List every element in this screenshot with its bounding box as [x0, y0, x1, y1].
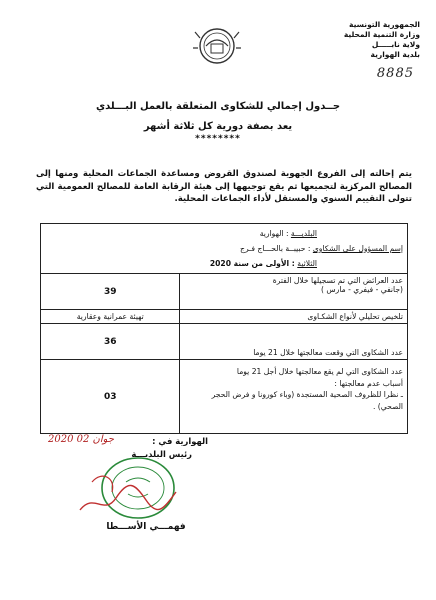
republic-seal-icon — [192, 26, 242, 66]
issuer-header — [310, 20, 420, 60]
mayor-label: رئيس البلديـــة — [131, 449, 192, 459]
header-line-ministry: وزارة التنمية المحلية — [343, 30, 420, 39]
info-cell — [41, 224, 408, 274]
quarter-value: : الأولى من سنة 2020 — [209, 259, 295, 268]
row-label — [180, 360, 408, 434]
row-value: 36 — [41, 324, 180, 360]
intro-paragraph: يتم إحالته إلى الفروع الجهوية لصندوق القروض ومساعدة الجماعات المحلية ومنها إلى المصالح المركزية لتجميعها ثم يقع توجيهها إلى هيئة الرقابة العامة للمصالح العمومية التي تتولى التقييم السنوي والمستقل لأداء الجماعات المحلية. — [36, 169, 412, 204]
title-line-2: يعد بصفة دورية كل ثلاثة أشهر — [143, 121, 293, 132]
table-row — [41, 274, 408, 310]
place-label: الهوارية في : — [152, 436, 208, 446]
complaints-table — [40, 223, 408, 434]
row-label-line: عدد الشكاوى التي لم يقع معالجتها خلال أجل 21 يوما — [236, 367, 403, 376]
info-row — [41, 224, 408, 274]
row-value: 03 — [41, 360, 180, 434]
row-label — [180, 274, 408, 310]
official-stamp-icon — [72, 452, 182, 524]
row-label-line: ـ نظرا للظروف الصحية المستجدة (وباء كورونا و فرض الحجر الصحي) . — [211, 390, 403, 411]
quarter-label: الثلاثية — [297, 259, 317, 268]
reference-number: 8885 — [376, 66, 414, 81]
handwritten-date: 2020 جوان 02 — [48, 434, 115, 445]
table-row — [41, 310, 408, 324]
row-label-line: أسباب عدم معالجتها : — [334, 378, 403, 388]
signer-name: فهمـــي الأســـطا — [106, 522, 186, 532]
row-label-line: (جانفي - فيفري - مارس ) — [321, 285, 403, 294]
quarter-line — [45, 256, 403, 271]
title-stars: ******** — [195, 134, 241, 144]
officer-line — [45, 241, 403, 256]
officer-value: : حبيبــة بالحـــاج فـرج — [240, 244, 311, 253]
header-line-municipality: بلدية الهوارية — [370, 50, 420, 59]
table-row — [41, 324, 408, 360]
row-value: 39 — [41, 274, 180, 310]
row-value: تهيئة عمرانية وعقارية — [41, 310, 180, 324]
municipality-line — [45, 226, 403, 241]
header-line-republic: الجمهورية التونسية — [349, 20, 420, 29]
row-label-line: عدد العرائض التي تم تسجيلها خلال الفترة — [272, 276, 403, 285]
row-label: تلخيص تحليلي لأنواع الشكـاوى — [180, 310, 408, 324]
title-line-1: جــدول إجمالي للشكاوى المتعلقة بالعمل البـــلدي — [95, 101, 341, 112]
table-row — [41, 360, 408, 434]
document-title — [40, 100, 396, 144]
municipality-label: البلديـــة — [290, 229, 317, 238]
officer-label: إسم المسؤول على الشكاوى — [312, 244, 403, 253]
header-line-governorate: ولاية نابـــــل — [371, 40, 420, 49]
row-label: عدد الشكاوى التي وقعت معالجتها خلال 21 يوما — [180, 324, 408, 360]
municipality-value: : الهوارية — [259, 229, 289, 238]
